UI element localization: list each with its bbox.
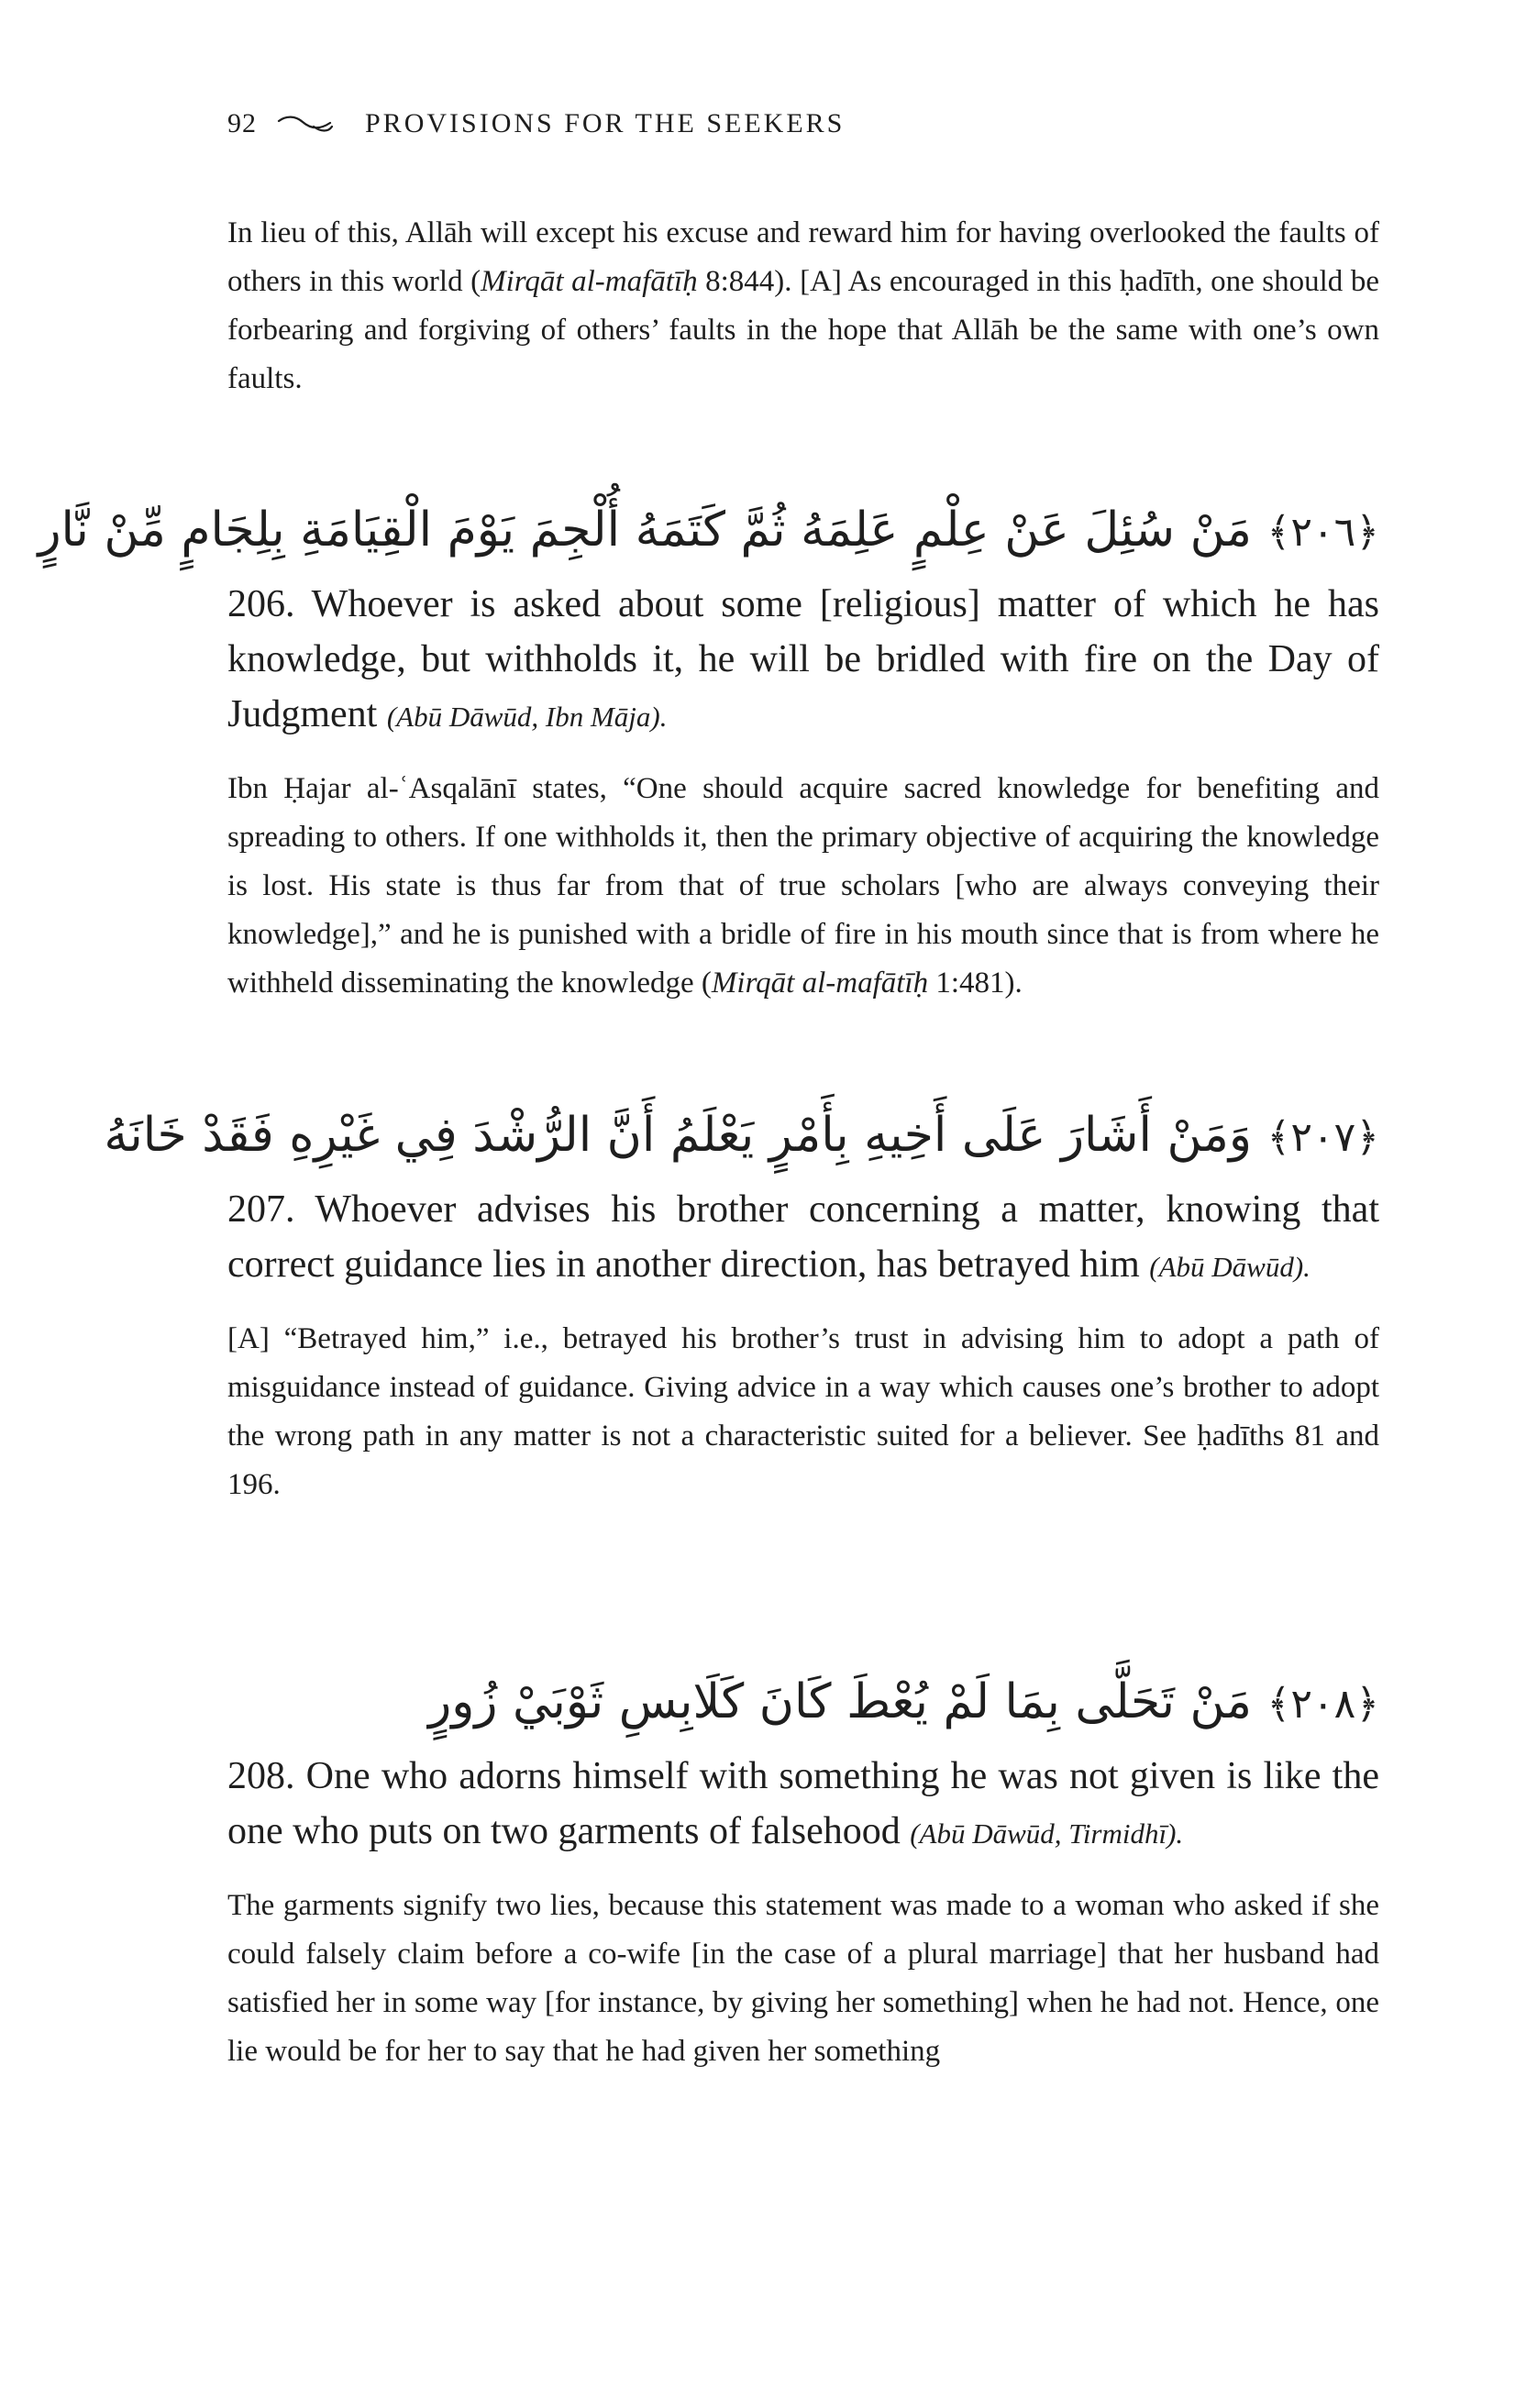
intro-paragraph [227, 209, 1379, 403]
hadith-arabic-number: ﴿٢٠٧﴾ [1266, 1114, 1379, 1161]
hadith-arabic [227, 1665, 1379, 1741]
hadith-208 [227, 1665, 1379, 2076]
hadith-arabic-text: وَمَنْ أَشَارَ عَلَى أَخِيهِ بِأَمْرٍ يَعْلَمُ أَنَّ الرُّشْدَ فِي غَيْرِهِ فَقَدْ خَانَهُ [104, 1108, 1252, 1163]
hadith-source: (Abū Dāwūd, Ibn Māja). [386, 701, 668, 733]
hadith-commentary [227, 765, 1379, 1008]
hadith-arabic-text: مَنْ تَحَلَّى بِمَا لَمْ يُعْطَ كَانَ كَلَابِسِ ثَوْبَيْ زُورٍ [428, 1674, 1252, 1729]
hadith-arabic [104, 1099, 1379, 1175]
running-title: PROVISIONS FOR THE SEEKERS [365, 108, 846, 138]
hadith-206 [38, 493, 1379, 1008]
hadith-source: (Abū Dāwūd, Tirmidhī). [910, 1817, 1184, 1850]
hadith-translation-text: 207. Whoever advises his brother concerning a matter, knowing that correct guidance lies in another direction, has betrayed him [227, 1188, 1379, 1286]
hadith-translation [227, 1749, 1379, 1861]
commentary-text-a: [A] “Betrayed him,” i.e., betrayed his brother’s trust in advising him to adopt a path of misguidance instead of guidance. Giving advice in a way which causes one’s brother to adopt the wrong path in any matter is not a characteristic suited for a believer. See ḥadīths 81 and 196. [227, 1322, 1379, 1501]
intro-citation: Mirqāt al-mafātīḥ [481, 265, 698, 298]
hadith-translation [227, 1182, 1379, 1295]
intro-text-a: In lieu of this, Allāh will except his excuse and reward him for having overlooked the faults of others in this world ( [227, 216, 1379, 298]
hadith-source: (Abū Dāwūd). [1149, 1251, 1310, 1283]
commentary-citation: Mirqāt al-mafātīḥ [711, 967, 929, 1000]
hadith-arabic-number: ﴿٢٠٨﴾ [1266, 1681, 1379, 1728]
swash-ornament-icon [277, 114, 334, 134]
hadith-translation-text: 208. One who adorns himself with something he was not given is like the one who puts on two garments of falsehood [227, 1755, 1379, 1852]
hadith-207 [104, 1099, 1379, 1509]
intro-text-b: 8:844). [A] As encouraged in this ḥadīth, one should be forbearing and forgiving of others’ faults in the hope that Allāh be the same with one’s own faults. [227, 265, 1379, 395]
running-head [227, 108, 845, 139]
page-number: 92 [227, 108, 257, 138]
hadith-commentary [227, 1315, 1379, 1509]
hadith-translation-text: 206. Whoever is asked about some [religious] matter of which he has knowledge, but withholds it, he will be bridled with fire on the Day of Judgment [227, 583, 1379, 735]
hadith-arabic [38, 493, 1379, 569]
commentary-text-a: Ibn Ḥajar al-ʿAsqalānī states, “One should acquire sacred knowledge for benefiting and spreading to others. If one withholds it, then the primary objective of acquiring the knowledge is lost. His state is thus far from that of true scholars [who are always conveying their knowledge],” and he is punished with a bridle of fire in his mouth since that is from where he withheld disseminating the knowledge ( [227, 772, 1379, 1000]
hadith-translation [227, 577, 1379, 745]
hadith-commentary [227, 1882, 1379, 2076]
commentary-text-a: The garments signify two lies, because this statement was made to a woman who asked if she could falsely claim before a co-wife [in the case of a plural marriage] that her husband had satisfied her in some way [for instance, by giving her something] when he had not. Hence, one lie would be for her to say that he had given her something [227, 1889, 1379, 2068]
hadith-arabic-number: ﴿٢٠٦﴾ [1266, 509, 1379, 556]
hadith-arabic-text: مَنْ سُئِلَ عَنْ عِلْمٍ عَلِمَهُ ثُمَّ كَتَمَهُ أُلْجِمَ يَوْمَ الْقِيَامَةِ بِلِجَامٍ مِّنْ نَّارٍ [38, 503, 1252, 558]
commentary-text-b: 1:481). [928, 967, 1023, 1000]
